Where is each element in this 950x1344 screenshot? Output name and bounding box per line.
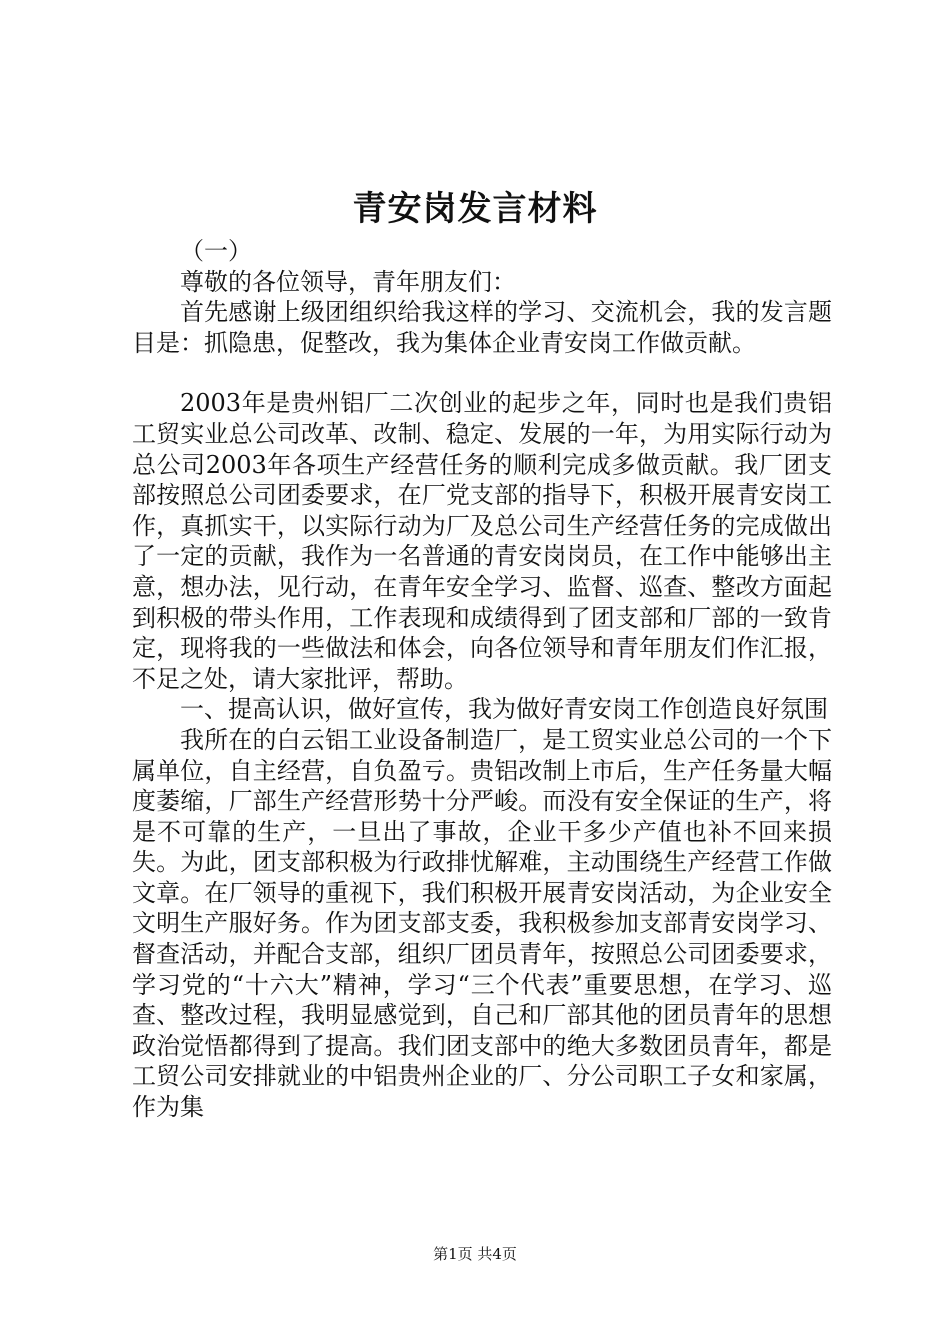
- body-paragraph: 2003年是贵州铝厂二次创业的起步之年，同时也是我们贵铝工贸实业总公司改革、改制、稳定、发展的一年，为用实际行动为总公司2003年各项生产经营任务的顺利完成多做贡献。我厂团支部按照总公司团委要求，在厂党支部的指导下，积极开展青安岗工作，真抓实干，以实际行动为厂及总公司生产经营任务的完成做出了一定的贡献，我作为一名普通的青安岗岗员，在工作中能够出主意，想办法，见行动，在青年安全学习、监督、巡查、整改方面起到积极的带头作用，工作表现和成绩得到了团支部和厂部的一致肯定，现将我的一些做法和体会，向各位领导和青年朋友们作汇报，不足之处，请大家批评，帮助。: [132, 389, 832, 693]
- salutation: 尊敬的各位领导，青年朋友们：: [180, 267, 516, 296]
- page-number-footer: 第1页 共4页: [433, 1245, 517, 1263]
- intro-paragraph: 首先感谢上级团组织给我这样的学习、交流机会，我的发言题目是：抓隐患，促整改，我为集体企业青安岗工作做贡献。: [132, 298, 832, 357]
- section-heading: 一、提高认识，做好宣传，我为做好青安岗工作创造良好氛围: [180, 695, 828, 724]
- body-paragraph: 我所在的白云铝工业设备制造厂，是工贸实业总公司的一个下属单位，自主经营，自负盈亏。贵铝改制上市后，生产任务量大幅度萎缩，厂部生产经营形势十分严峻。而没有安全保证的生产，将是不可靠的生产，一旦出了事故，企业干多少产值也补不回来损失。为此，团支部积极为行政排忧解难，主动围绕生产经营工作做文章。在厂领导的重视下，我们积极开展青安岗活动，为企业安全文明生产服好务。作为团支部支委，我积极参加支部青安岗学习、督查活动，并配合支部，组织厂团员青年，按照总公司团委要求，学习党的“十六大”精神，学习“三个代表”重要思想，在学习、巡查、整改过程，我明显感觉到，自己和厂部其他的团员青年的思想政治觉悟都得到了提高。我们团支部中的绝大多数团员青年，都是工贸公司安排就业的中铝贵州企业的厂、分公司职工子女和家属，作为集: [132, 725, 832, 1122]
- section-marker: （一）: [180, 237, 252, 265]
- document-title: 青安岗发言材料: [352, 189, 598, 229]
- document-body: [132, 236, 832, 1123]
